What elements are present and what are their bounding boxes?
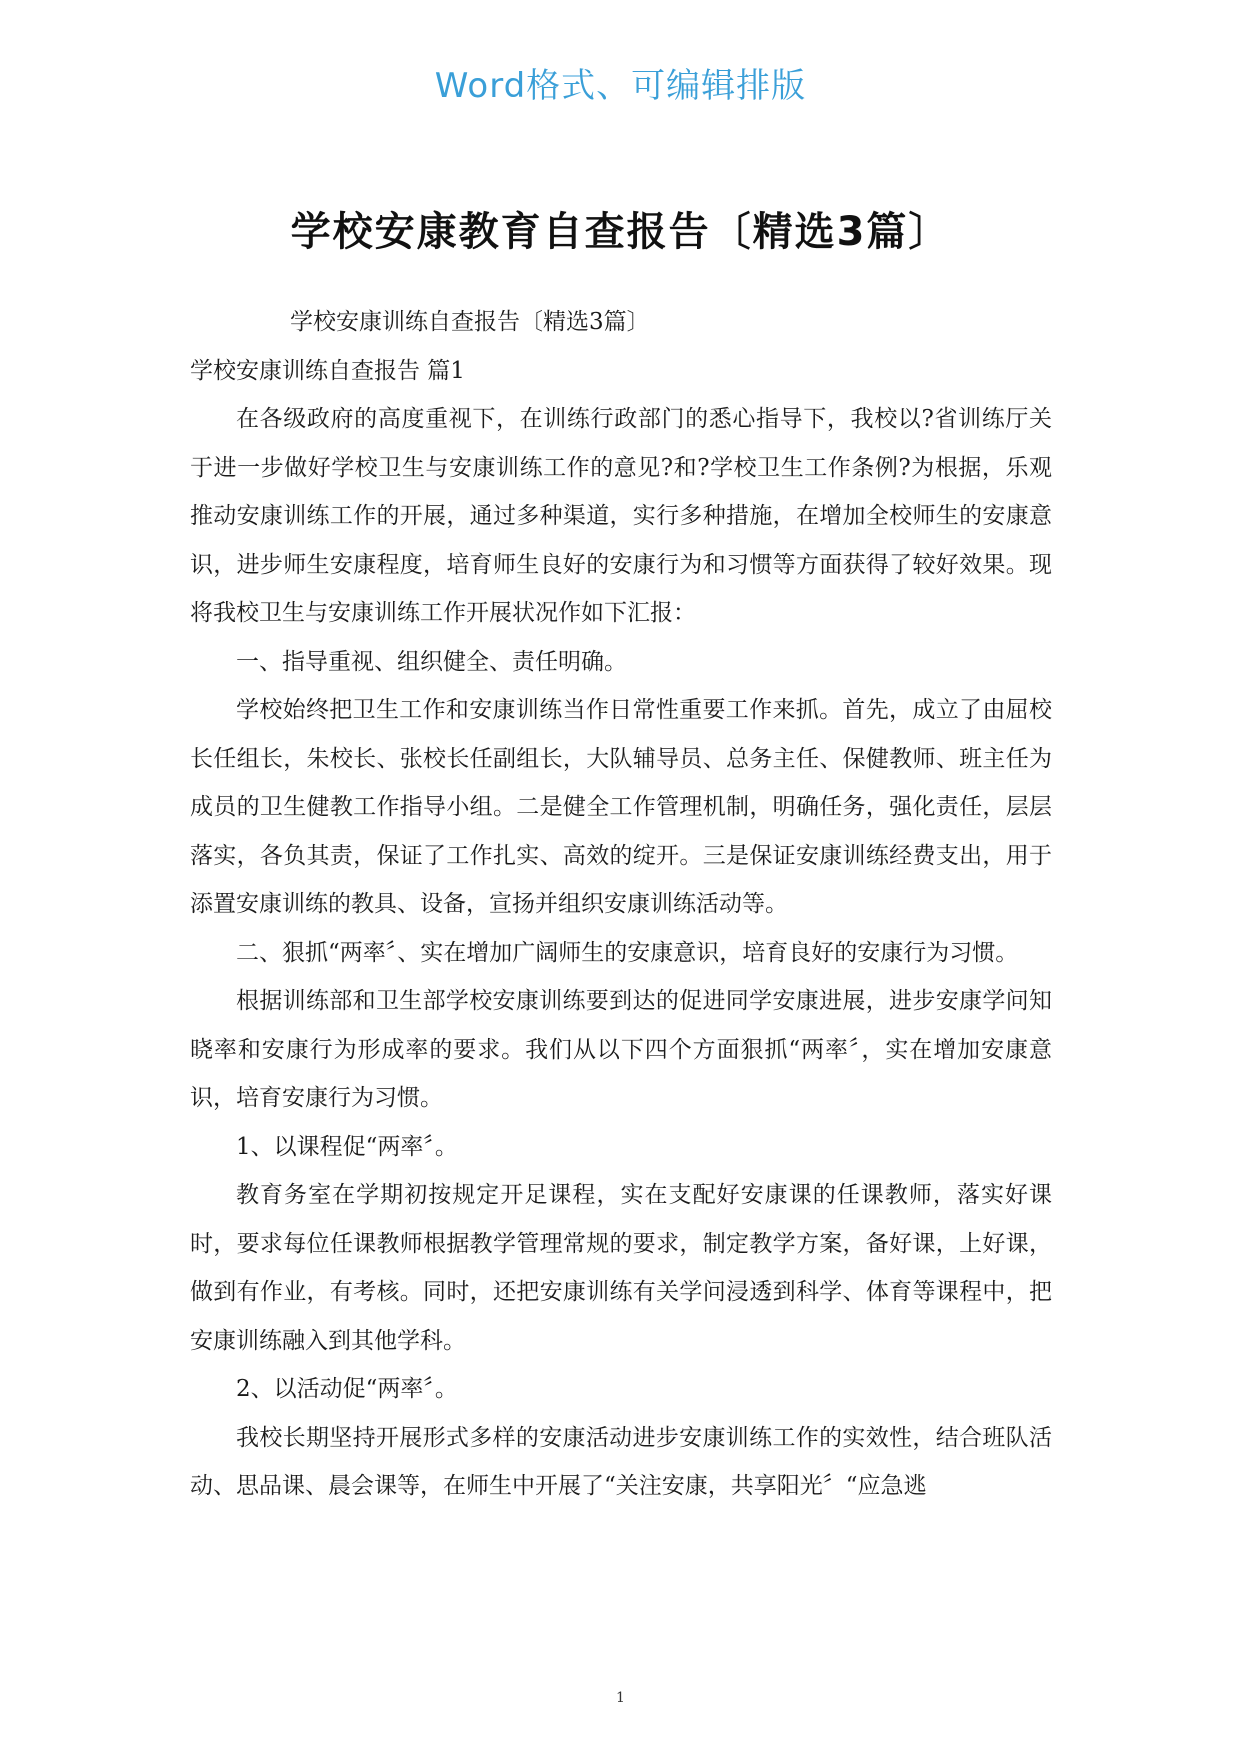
document-title: 学校安康教育自查报告〔精选3篇〕 xyxy=(290,209,951,255)
paragraph: 2、以活动促“两率〞。 xyxy=(236,1376,458,1402)
document-subtitle: 学校安康训练自查报告〔精选3篇〕 xyxy=(290,309,650,335)
paragraph: 根据训练部和卫生部学校安康训练要到达的促进同学安康进展，进步安康学问知晓率和安康行为形成率的要求。我们从以下四个方面狠抓“两率〞，实在增加安康意识，培育安康行为习惯。 xyxy=(190,988,1052,1111)
paragraph: 一、指导重视、组织健全、责任明确。 xyxy=(236,648,627,675)
section-heading: 学校安康训练自查报告 篇1 xyxy=(190,357,465,384)
paragraph: 学校始终把卫生工作和安康训练当作日常性重要工作来抓。首先，成立了由屈校长任组长，朱校长、张校长任副组长，大队辅导员、总务主任、保健教师、班主任为成员的卫生健教工作指导小组。二是健全工作管理机制，明确任务，强化责任，层层落实，各负其责，保证了工作扎实、高效的绽开。三是保证安康训练经费支出，用于添置安康训练的教具、设备，宣扬并组织安康训练活动等。 xyxy=(190,697,1052,917)
document-body xyxy=(190,298,1052,1511)
document-banner: Word格式、可编辑排版 xyxy=(434,66,807,106)
paragraph: 1、以课程促“两率〞。 xyxy=(236,1133,458,1160)
paragraph: 我校长期坚持开展形式多样的安康活动进步安康训练工作的实效性，结合班队活动、思品课、晨会课等，在师生中开展了“关注安康，共享阳光〞“应急逃 xyxy=(190,1424,1052,1499)
paragraph: 教育务室在学期初按规定开足课程，实在支配好安康课的任课教师，落实好课时，要求每位任课教师根据教学管理常规的要求，制定教学方案，备好课，上好课，做到有作业，有考核。同时，还把安康训练有关学问浸透到科学、体育等课程中，把安康训练融入到其他学科。 xyxy=(190,1182,1052,1354)
paragraph: 二、狠抓“两率〞、实在增加广阔师生的安康意识，培育良好的安康行为习惯。 xyxy=(236,939,1019,966)
paragraph: 在各级政府的高度重视下，在训练行政部门的悉心指导下，我校以?省训练厅关于进一步做好学校卫生与安康训练工作的意见?和?学校卫生工作条例?为根据，乐观推动安康训练工作的开展，通过多种渠道，实行多种措施，在增加全校师生的安康意识，进步师生安康程度，培育师生良好的安康行为和习惯等方面获得了较好效果。现将我校卫生与安康训练工作开展状况作如下汇报： xyxy=(190,406,1052,626)
page-number: 1 xyxy=(616,1690,625,1706)
